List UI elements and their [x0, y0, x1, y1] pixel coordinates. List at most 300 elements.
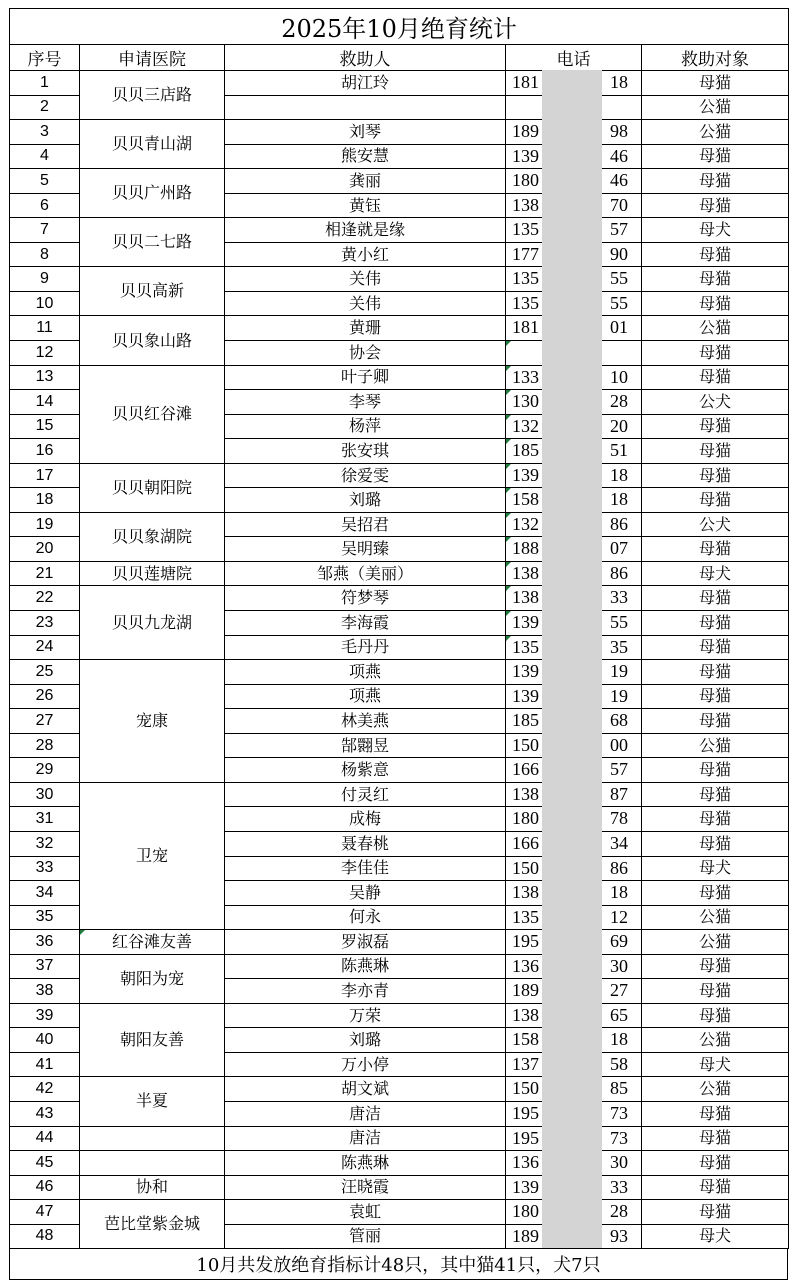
phone-prefix: 138	[512, 587, 539, 608]
helper-name: 万小停	[225, 1052, 506, 1077]
phone-suffix: 30	[610, 955, 628, 976]
table-row	[10, 954, 789, 979]
hospital-cell: 贝贝三店路	[80, 71, 225, 120]
phone-prefix: 181	[512, 317, 539, 338]
row-index: 48	[10, 1224, 80, 1249]
helper-name: 吴招君	[225, 512, 506, 537]
phone-prefix: 136	[512, 955, 539, 976]
row-index: 42	[10, 1077, 80, 1102]
phone-prefix: 135	[512, 268, 539, 289]
phone-suffix: 33	[610, 1176, 628, 1197]
phone-suffix: 28	[610, 391, 628, 412]
rescue-target: 母犬	[642, 1052, 789, 1077]
row-index: 46	[10, 1175, 80, 1200]
hospital-cell: 贝贝二七路	[80, 218, 225, 267]
helper-name	[225, 95, 506, 120]
helper-name: 吴明臻	[225, 537, 506, 562]
rescue-target: 母猫	[642, 144, 789, 169]
rescue-target: 母猫	[642, 488, 789, 513]
hospital-cell	[80, 1151, 225, 1176]
phone-prefix: 139	[512, 145, 539, 166]
phone-prefix: 135	[512, 292, 539, 313]
helper-name: 付灵红	[225, 782, 506, 807]
row-index: 8	[10, 242, 80, 267]
helper-name: 李亦青	[225, 979, 506, 1004]
helper-name: 吴静	[225, 881, 506, 906]
row-index: 38	[10, 979, 80, 1004]
table-row	[10, 169, 789, 194]
phone-suffix: 18	[610, 882, 628, 903]
phone-suffix: 70	[610, 194, 628, 215]
helper-name: 李佳佳	[225, 856, 506, 881]
cell-marker-icon	[506, 537, 511, 542]
phone-prefix: 181	[512, 72, 539, 92]
phone-suffix: 69	[610, 931, 628, 952]
rescue-target: 母猫	[642, 193, 789, 218]
row-index: 20	[10, 537, 80, 562]
rescue-target: 母犬	[642, 856, 789, 881]
phone-suffix: 18	[610, 464, 628, 485]
header-hospital: 申请医院	[80, 45, 225, 71]
cell-marker-icon	[506, 415, 511, 420]
row-index: 5	[10, 169, 80, 194]
rescue-target: 公犬	[642, 512, 789, 537]
row-index: 22	[10, 586, 80, 611]
cell-marker-icon	[506, 439, 511, 444]
helper-name: 关伟	[225, 291, 506, 316]
row-index: 23	[10, 611, 80, 636]
phone-suffix: 65	[610, 1004, 628, 1025]
rescue-target: 公猫	[642, 1077, 789, 1102]
rescue-target: 公猫	[642, 930, 789, 955]
helper-name: 李海霞	[225, 611, 506, 636]
rescue-target: 母猫	[642, 267, 789, 292]
phone-suffix: 98	[610, 121, 628, 142]
hospital-cell: 贝贝红谷滩	[80, 365, 225, 463]
helper-name: 管丽	[225, 1224, 506, 1249]
row-index: 3	[10, 120, 80, 145]
phone-prefix: 150	[512, 734, 539, 755]
rescue-target: 母犬	[642, 1224, 789, 1249]
phone-suffix: 00	[610, 734, 628, 755]
hospital-cell: 朝阳为宠	[80, 954, 225, 1003]
rescue-target: 公犬	[642, 390, 789, 415]
helper-name: 罗淑磊	[225, 930, 506, 955]
phone-prefix: 139	[512, 612, 539, 633]
phone-suffix: 01	[610, 317, 628, 338]
phone-suffix: 93	[610, 1225, 628, 1246]
phone-suffix: 28	[610, 1201, 628, 1222]
helper-name: 成梅	[225, 807, 506, 832]
helper-name: 黄小红	[225, 242, 506, 267]
helper-name: 聂春桃	[225, 831, 506, 856]
rescue-target: 公猫	[642, 120, 789, 145]
phone-prefix: 130	[512, 391, 539, 412]
rescue-target: 母猫	[642, 586, 789, 611]
rescue-target: 母猫	[642, 1200, 789, 1225]
phone-prefix: 185	[512, 710, 539, 731]
table-row	[10, 660, 789, 685]
phone-prefix: 150	[512, 857, 539, 878]
table-row	[10, 930, 789, 955]
table-row	[10, 512, 789, 537]
rescue-target: 公猫	[642, 733, 789, 758]
helper-name: 杨萍	[225, 414, 506, 439]
phone-suffix: 10	[610, 366, 628, 387]
rescue-target: 母猫	[642, 1175, 789, 1200]
rescue-target: 母猫	[642, 954, 789, 979]
hospital-cell: 半夏	[80, 1077, 225, 1126]
row-index: 33	[10, 856, 80, 881]
table-row	[10, 1175, 789, 1200]
helper-name: 协会	[225, 341, 506, 366]
rescue-target: 公猫	[642, 95, 789, 120]
phone-prefix: 195	[512, 1102, 539, 1123]
table-row	[10, 71, 789, 96]
table-row	[10, 586, 789, 611]
rescue-target: 母猫	[642, 881, 789, 906]
helper-name: 陈燕琳	[225, 954, 506, 979]
phone-suffix: 30	[610, 1152, 628, 1173]
row-index: 14	[10, 390, 80, 415]
rescue-target: 母猫	[642, 684, 789, 709]
rescue-target: 母猫	[642, 463, 789, 488]
hospital-cell: 贝贝青山湖	[80, 120, 225, 169]
phone-prefix: 177	[512, 243, 539, 264]
row-index: 47	[10, 1200, 80, 1225]
helper-name: 龚丽	[225, 169, 506, 194]
helper-name: 徐爱雯	[225, 463, 506, 488]
rescue-target: 公猫	[642, 905, 789, 930]
phone-suffix: 85	[610, 1078, 628, 1099]
phone-prefix: 138	[512, 783, 539, 804]
row-index: 9	[10, 267, 80, 292]
hospital-cell: 贝贝象湖院	[80, 512, 225, 561]
helper-name: 胡江玲	[225, 71, 506, 96]
row-index: 35	[10, 905, 80, 930]
helper-name: 刘琴	[225, 120, 506, 145]
cell-marker-icon	[506, 464, 511, 469]
helper-name: 胡文斌	[225, 1077, 506, 1102]
phone-redaction-overlay	[542, 70, 602, 1248]
table-row	[10, 782, 789, 807]
phone-prefix: 180	[512, 1201, 539, 1222]
phone-prefix: 185	[512, 440, 539, 461]
helper-name: 黄珊	[225, 316, 506, 341]
phone-suffix: 46	[610, 145, 628, 166]
row-index: 19	[10, 512, 80, 537]
header-helper: 救助人	[225, 45, 506, 71]
helper-name: 汪晓霞	[225, 1175, 506, 1200]
hospital-cell: 贝贝广州路	[80, 169, 225, 218]
hospital-cell: 贝贝莲塘院	[80, 561, 225, 586]
phone-suffix: 55	[610, 612, 628, 633]
hospital-cell: 贝贝朝阳院	[80, 463, 225, 512]
phone-suffix: 07	[610, 538, 628, 559]
phone-suffix: 12	[610, 906, 628, 927]
footer-table	[9, 1248, 788, 1280]
phone-suffix: 73	[610, 1102, 628, 1123]
phone-prefix: 135	[512, 219, 539, 240]
table-row	[10, 1200, 789, 1225]
phone-suffix: 73	[610, 1127, 628, 1148]
rescue-target: 母猫	[642, 439, 789, 464]
phone-suffix: 86	[610, 857, 628, 878]
phone-prefix: 139	[512, 1176, 539, 1197]
table-row	[10, 365, 789, 390]
row-index: 16	[10, 439, 80, 464]
phone-suffix: 55	[610, 292, 628, 313]
rescue-target: 母猫	[642, 71, 789, 96]
phone-prefix: 180	[512, 170, 539, 191]
phone-suffix: 90	[610, 243, 628, 264]
row-index: 30	[10, 782, 80, 807]
phone-suffix: 87	[610, 783, 628, 804]
row-index: 12	[10, 341, 80, 366]
rescue-target: 母猫	[642, 758, 789, 783]
phone-prefix: 138	[512, 882, 539, 903]
phone-prefix: 138	[512, 194, 539, 215]
phone-prefix: 189	[512, 121, 539, 142]
row-index: 37	[10, 954, 80, 979]
rescue-target: 母猫	[642, 782, 789, 807]
hospital-cell: 贝贝九龙湖	[80, 586, 225, 660]
rescue-target: 公猫	[642, 1028, 789, 1053]
phone-prefix: 135	[512, 906, 539, 927]
table-row	[10, 561, 789, 586]
table-row	[10, 1126, 789, 1151]
table-row	[10, 1151, 789, 1176]
stats-table	[9, 8, 789, 1249]
phone-prefix: 158	[512, 1029, 539, 1050]
phone-prefix: 137	[512, 1053, 539, 1074]
row-index: 25	[10, 660, 80, 685]
phone-suffix: 18	[610, 72, 628, 92]
rescue-target: 母猫	[642, 537, 789, 562]
header-row	[10, 45, 789, 71]
header-index: 序号	[10, 45, 80, 71]
row-index: 4	[10, 144, 80, 169]
row-index: 24	[10, 635, 80, 660]
phone-prefix: 189	[512, 980, 539, 1001]
helper-name: 熊安慧	[225, 144, 506, 169]
cell-marker-icon	[506, 488, 511, 493]
cell-marker-icon	[506, 586, 511, 591]
helper-name: 刘璐	[225, 1028, 506, 1053]
phone-suffix: 68	[610, 710, 628, 731]
row-index: 34	[10, 881, 80, 906]
phone-suffix: 86	[610, 562, 628, 583]
row-index: 28	[10, 733, 80, 758]
phone-suffix: 78	[610, 808, 628, 829]
table-row	[10, 120, 789, 145]
hospital-cell	[80, 930, 225, 955]
helper-name: 杨紫意	[225, 758, 506, 783]
helper-name: 刘璐	[225, 488, 506, 513]
cell-marker-icon	[506, 636, 511, 641]
hospital-cell: 协和	[80, 1175, 225, 1200]
row-index: 27	[10, 709, 80, 734]
row-index: 32	[10, 831, 80, 856]
helper-name: 项燕	[225, 660, 506, 685]
rescue-target: 母猫	[642, 1126, 789, 1151]
cell-marker-icon	[506, 513, 511, 518]
row-index: 6	[10, 193, 80, 218]
phone-prefix: 150	[512, 1078, 539, 1099]
footer-summary: 10月共发放绝育指标计48只，其中猫41只，犬7只	[10, 1249, 788, 1280]
rescue-target: 母猫	[642, 242, 789, 267]
row-index: 45	[10, 1151, 80, 1176]
hospital-cell: 朝阳友善	[80, 1003, 225, 1077]
phone-suffix: 33	[610, 587, 628, 608]
table-row	[10, 1077, 789, 1102]
phone-prefix: 139	[512, 464, 539, 485]
phone-prefix: 180	[512, 808, 539, 829]
phone-prefix: 133	[512, 366, 539, 387]
rescue-target: 母猫	[642, 414, 789, 439]
rescue-target: 母猫	[642, 979, 789, 1004]
phone-prefix: 135	[512, 636, 539, 657]
row-index: 39	[10, 1003, 80, 1028]
rescue-target: 母猫	[642, 291, 789, 316]
phone-suffix: 35	[610, 636, 628, 657]
helper-name: 唐洁	[225, 1126, 506, 1151]
hospital-cell: 宠康	[80, 660, 225, 783]
row-index: 31	[10, 807, 80, 832]
row-index: 13	[10, 365, 80, 390]
phone-suffix: 57	[610, 219, 628, 240]
rescue-target: 公猫	[642, 316, 789, 341]
phone-prefix: 188	[512, 538, 539, 559]
phone-suffix: 55	[610, 268, 628, 289]
cell-marker-icon	[506, 366, 511, 371]
helper-name: 项燕	[225, 684, 506, 709]
phone-prefix: 189	[512, 1225, 539, 1246]
phone-prefix: 139	[512, 685, 539, 706]
phone-prefix: 132	[512, 415, 539, 436]
helper-name: 黄钰	[225, 193, 506, 218]
phone-prefix: 166	[512, 832, 539, 853]
rescue-target: 母猫	[642, 635, 789, 660]
row-index: 29	[10, 758, 80, 783]
hospital-cell	[80, 1126, 225, 1151]
row-index: 10	[10, 291, 80, 316]
helper-name: 袁虹	[225, 1200, 506, 1225]
phone-suffix: 18	[610, 1029, 628, 1050]
cell-marker-icon	[80, 930, 85, 935]
row-index: 18	[10, 488, 80, 513]
helper-name: 陈燕琳	[225, 1151, 506, 1176]
row-index: 2	[10, 95, 80, 120]
rescue-target: 母猫	[642, 807, 789, 832]
rescue-target: 母猫	[642, 365, 789, 390]
phone-suffix: 51	[610, 440, 628, 461]
phone-prefix: 132	[512, 513, 539, 534]
phone-suffix: 18	[610, 489, 628, 510]
phone-suffix: 34	[610, 832, 628, 853]
row-index: 40	[10, 1028, 80, 1053]
phone-prefix: 158	[512, 489, 539, 510]
row-index: 36	[10, 930, 80, 955]
hospital-cell: 贝贝高新	[80, 267, 225, 316]
sterilization-sheet	[9, 8, 788, 1280]
row-index: 44	[10, 1126, 80, 1151]
helper-name: 张安琪	[225, 439, 506, 464]
phone-suffix: 57	[610, 759, 628, 780]
cell-marker-icon	[506, 341, 511, 346]
rescue-target: 母猫	[642, 169, 789, 194]
phone-suffix: 27	[610, 980, 628, 1001]
phone-suffix: 46	[610, 170, 628, 191]
row-index: 41	[10, 1052, 80, 1077]
cell-marker-icon	[506, 611, 511, 616]
rescue-target: 母猫	[642, 660, 789, 685]
phone-suffix: 86	[610, 513, 628, 534]
rescue-target: 母犬	[642, 218, 789, 243]
table-row	[10, 267, 789, 292]
helper-name: 林美燕	[225, 709, 506, 734]
rescue-target: 母犬	[642, 561, 789, 586]
table-title: 2025年10月绝育统计	[10, 9, 789, 45]
hospital-cell: 卫宠	[80, 782, 225, 929]
phone-prefix: 195	[512, 1127, 539, 1148]
helper-name: 万荣	[225, 1003, 506, 1028]
phone-prefix: 138	[512, 1004, 539, 1025]
phone-suffix: 19	[610, 661, 628, 682]
helper-name: 符梦琴	[225, 586, 506, 611]
rescue-target: 母猫	[642, 1151, 789, 1176]
table-row	[10, 218, 789, 243]
rescue-target: 母猫	[642, 831, 789, 856]
cell-marker-icon	[506, 390, 511, 395]
phone-prefix: 138	[512, 562, 539, 583]
phone-suffix: 20	[610, 415, 628, 436]
hospital-name: 红谷滩友善	[111, 931, 192, 951]
rescue-target: 母猫	[642, 611, 789, 636]
helper-name: 李琴	[225, 390, 506, 415]
phone-prefix: 166	[512, 759, 539, 780]
row-index: 43	[10, 1101, 80, 1126]
helper-name: 毛丹丹	[225, 635, 506, 660]
helper-name: 何永	[225, 905, 506, 930]
helper-name: 叶子卿	[225, 365, 506, 390]
helper-name: 郜翾昱	[225, 733, 506, 758]
row-index: 11	[10, 316, 80, 341]
row-index: 15	[10, 414, 80, 439]
hospital-cell: 芭比堂紫金城	[80, 1200, 225, 1249]
phone-suffix: 58	[610, 1053, 628, 1074]
row-index: 17	[10, 463, 80, 488]
table-row	[10, 463, 789, 488]
phone-prefix: 136	[512, 1152, 539, 1173]
table-row	[10, 1003, 789, 1028]
row-index: 7	[10, 218, 80, 243]
rescue-target: 母猫	[642, 1003, 789, 1028]
table-row	[10, 316, 789, 341]
hospital-cell: 贝贝象山路	[80, 316, 225, 365]
row-index: 26	[10, 684, 80, 709]
helper-name: 关伟	[225, 267, 506, 292]
rescue-target: 母猫	[642, 1101, 789, 1126]
phone-suffix: 19	[610, 685, 628, 706]
helper-name: 邹燕（美丽）	[225, 561, 506, 586]
rescue-target: 母猫	[642, 709, 789, 734]
header-target: 救助对象	[642, 45, 789, 71]
phone-prefix: 139	[512, 661, 539, 682]
helper-name: 相逢就是缘	[225, 218, 506, 243]
row-index: 21	[10, 561, 80, 586]
helper-name: 唐洁	[225, 1101, 506, 1126]
